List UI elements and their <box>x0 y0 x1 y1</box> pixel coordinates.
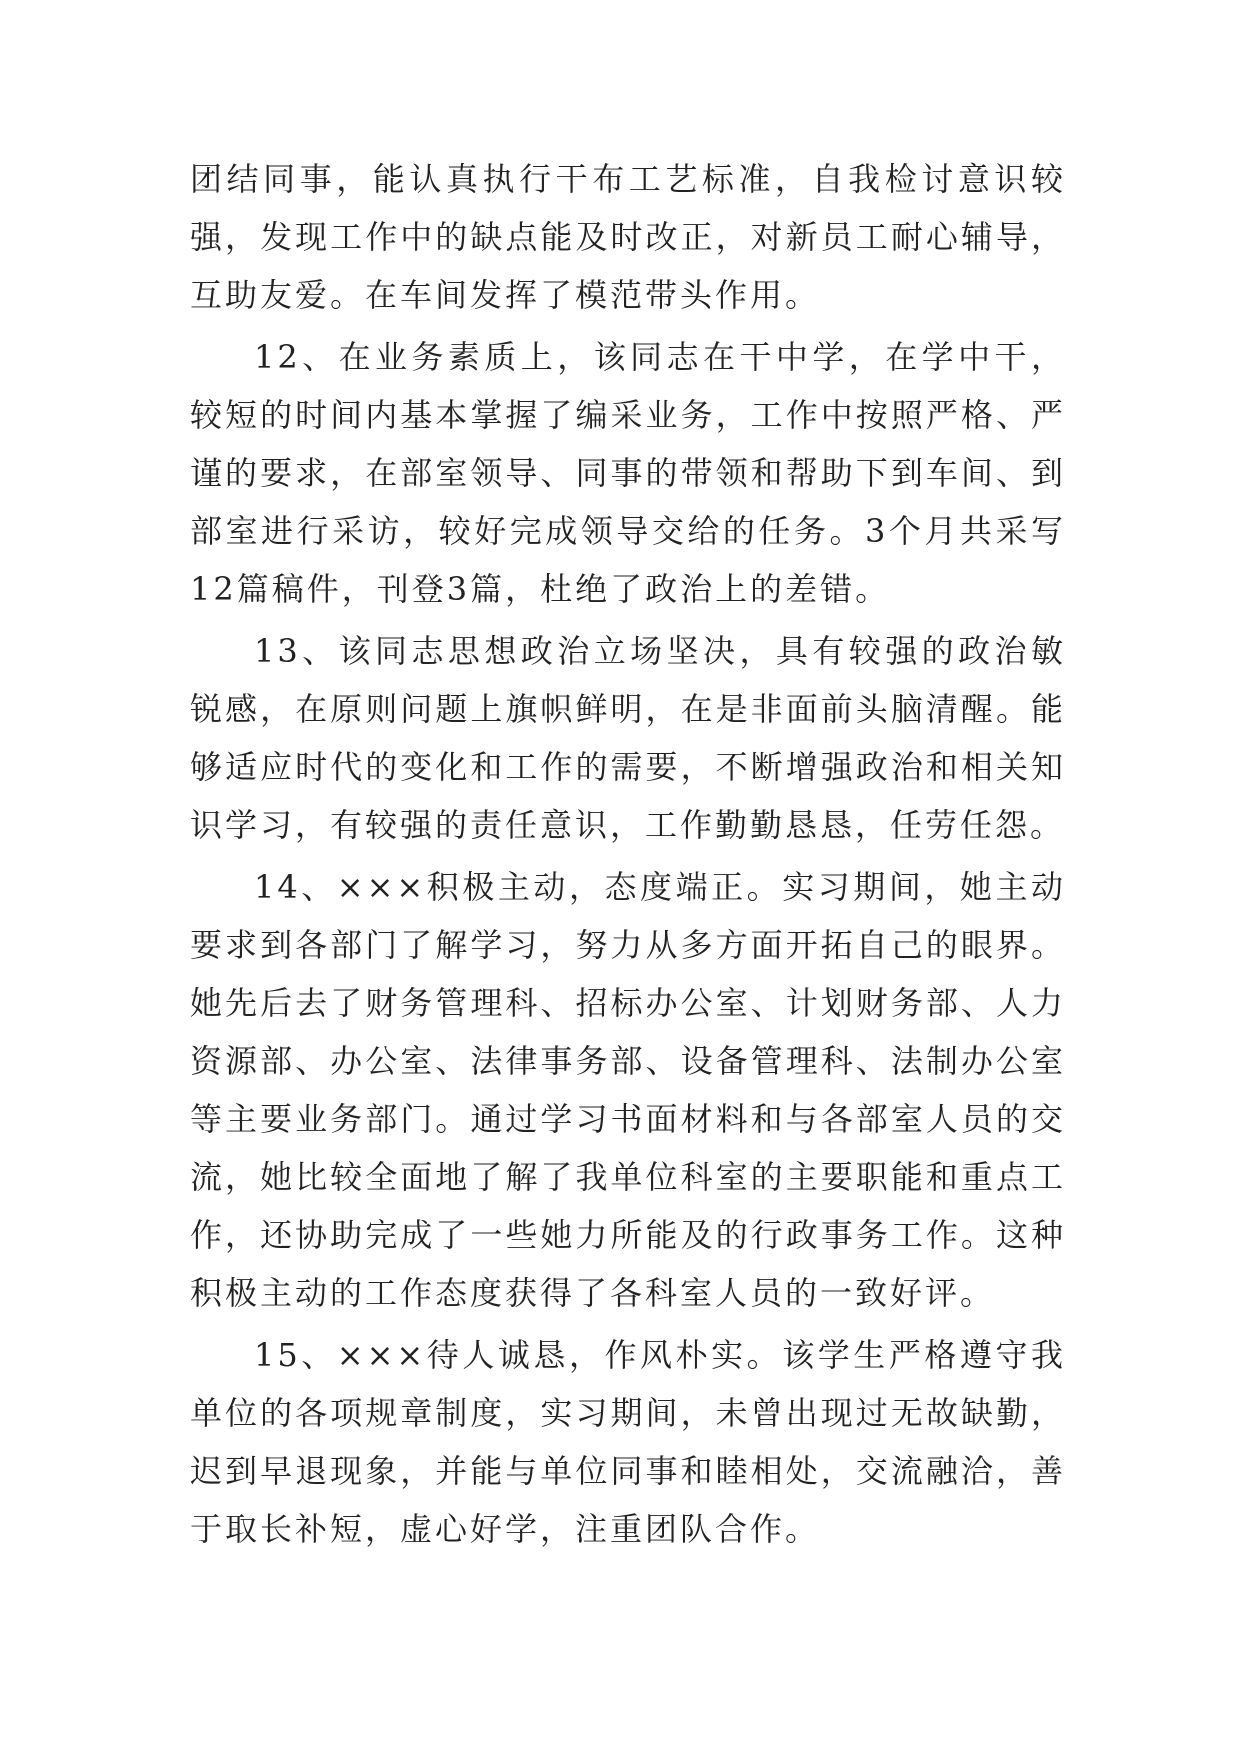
paragraph-continuation: 团结同事，能认真执行干布工艺标准，自我检讨意识较强，发现工作中的缺点能及时改正，对新员工耐心辅导，互助友爱。在车间发挥了模范带头作用。 <box>190 160 1066 314</box>
paragraph-item-13: 13、该同志思想政治立场坚决，具有较强的政治敏锐感，在原则问题上旗帜鲜明，在是非面前头脑清醒。能够适应时代的变化和工作的需要，不断增强政治和相关知识学习，有较强的责任意识，工作勤勤恳恳，任劳任怨。 <box>190 632 1066 844</box>
document-page <box>190 150 1066 1562</box>
paragraph-item-14: 14、×××积极主动，态度端正。实习期间，她主动要求到各部门了解学习，努力从多方面开拓自己的眼界。她先后去了财务管理科、招标办公室、计划财务部、人力资源部、办公室、法律事务部、设备管理科、法制办公室等主要业务部门。通过学习书面材料和与各部室人员的交流，她比较全面地了解了我单位科室的主要职能和重点工作，还协助完成了一些她力所能及的行政事务工作。这种积极主动的工作态度获得了各科室人员的一致好评。 <box>190 868 1066 1312</box>
paragraph-item-12: 12、在业务素质上，该同志在干中学，在学中干，较短的时间内基本掌握了编采业务，工作中按照严格、严谨的要求，在部室领导、同事的带领和帮助下到车间、到部室进行采访，较好完成领导交给的任务。3个月共采写12篇稿件，刊登3篇，杜绝了政治上的差错。 <box>190 338 1066 608</box>
paragraph-item-15: 15、×××待人诚恳，作风朴实。该学生严格遵守我单位的各项规章制度，实习期间，未曾出现过无故缺勤，迟到早退现象，并能与单位同事和睦相处，交流融洽，善于取长补短，虚心好学，注重团队合作。 <box>190 1336 1066 1548</box>
